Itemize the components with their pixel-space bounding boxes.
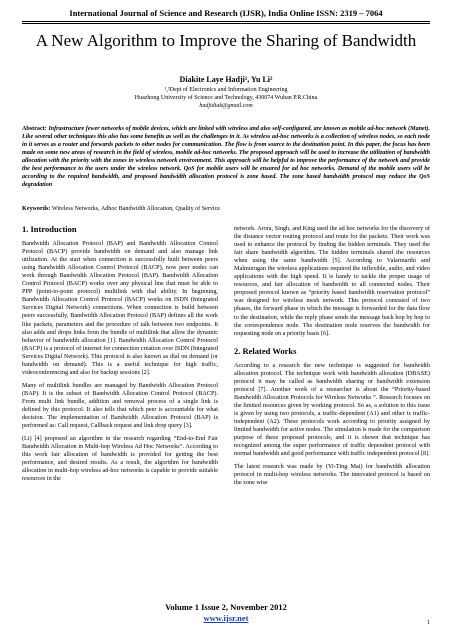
author-email: hadjidiak@gmail.com — [199, 103, 253, 109]
introduction-continued-paragraph: network. Arora, Singh, and King used the ad hoc networks for the discovery of the distance vector routing protocol and route for the packets. Their work was used to enhance the protocol by finding the hidden terminals. They used the fair share bandwidth algorithm. The hidden terminals shared the resources when using the same bandwidth [5]. According to Valarmarthi and Malmurugan the wireless applications required the inflexible, audio, and video applications with the high speed. It is handy to tackle the proper usage of resources, and fair allocation of bandwidth to all connected nodes. Their proposed protocol known as “priority based bandwidth reservation protocol” was designed for wireless mesh network. This protocol consisted of two phases, the forward phase in which the message is forwarded for the data flow to the destination, while the reply phase sends the message back hop by hop to the correspondence node. The destination node reserves the bandwidth for requesting node on a priority basis [6]. — [234, 225, 430, 337]
page-number: 1 — [427, 620, 430, 626]
keywords-text: Wireless Networks, Adhoc Bandwidth Allocation, Quality of Service — [51, 206, 221, 212]
introduction-paragraph-3: (Li) [4] proposed an algorithm in the research regarding “End-to-End Fair Bandwidth Allocation in Multi-hop Wireless Ad Hoc Networks”. According to this work fair allocation of bandwidth is provided for getting the best performance, and desired results. As a result, the algorithm for bandwidth allocation in multi-hop wireless ad-hoc networks is capable to provide suitable resources in the — [22, 435, 218, 483]
right-column — [234, 225, 430, 492]
volume-issue: Volume 1 Issue 2, November 2012 — [165, 602, 287, 612]
introduction-paragraph-2: Many of multilink bundles are managed by Bandwidth Allocation Protocol (BAP). It is the subset of Bandwidth Allocation Control Protocol (BACP). From multi link bundle, addition and removal process of a single link is defined by this protocol. It also tells that which peer is accountable for what decision. The implementation of Bandwidth Allocation Protocol (BAP) is performed as: Call request, Callback request and link drop query [3]. — [22, 381, 218, 430]
affiliation-university: Huazhong University of Science and Technology, 430074 Wuhan P.R.China — [134, 95, 318, 101]
page-footer — [0, 602, 452, 624]
keywords-label: Keywords: — [22, 206, 51, 212]
abstract-text: Infrastructure fewer networks of mobile devices, which are linked with wireless and also self-configured, are known as mobile ad-hoc network (Manet). Like several other techniques this also has some benefits as well as the challenges in it. As wireless ad-hoc networks is a collection of wireless nodes, so each node in it serves as a router and forwards packets to other nodes for communication. The flow is from source to the destination point. In this paper, the focus has been made on some new areas of research in the field of wireless, mobile ad-hoc networks. The proposed approach will be used to increase the utilization of bandwidth allocation with the priority with the zones in wireless network environment. This approach will be helpful to improve the performance of the network and provide the best performance to the users under the wireless network. QoS for mobile users will be ensured for ad hoc networks. Demand of the mobile users will be according to the required bandwidth, and proposed bandwidth allocation protocol is zone based. The zone based bandwidth protocol may reduce the QoS degradation — [22, 126, 430, 188]
affiliation-department: ¹,²Dept of Electronics and Information Engineering — [164, 87, 288, 93]
journal-header: International Journal of Science and Research (IJSR), India Online ISSN: 2319 – 7064 — [69, 8, 383, 18]
header-rule-bottom — [22, 23, 430, 24]
related-works-heading: 2. Related Works — [234, 345, 297, 356]
introduction-heading: 1. Introduction — [22, 224, 77, 234]
keywords — [22, 205, 430, 213]
left-column — [22, 225, 218, 488]
related-works-paragraph-1: According to a research the new technique is suggested for bandwidth allocation protocol. The technique work with bandwidth allocation (DBASE) protocol it may be called as bandwidth sharing or bandwidth extension protocol [7]. Another work of a researcher is about the “Priority-based Bandwidth Allocation Protocols for Wireless Networks “. Research focuses on the limited resources given by working protocol. So as, a solution to this issue is given by using two protocols, a traffic-dependent (A1) and other is traffic-independent (A2). These protocols work according to priority assigned by limited bandwidth for active nodes. The simulation is made for the comparison purpose of these proposed protocols, and it is shown that technique has recognized among the super performance of traffic dependent protocol with normal bandwidth and good performance with traffic independent protocol [8]. — [234, 361, 430, 458]
abstract-label: Abstract: — [22, 126, 47, 132]
header-rule-top — [22, 21, 430, 22]
abstract — [22, 125, 430, 189]
paper-authors: Diakite Laye Hadji¹, Yu Li² — [179, 75, 273, 84]
journal-url-link[interactable]: www.ijsr.net — [203, 613, 249, 623]
paper-title: A New Algorithm to Improve the Sharing of Bandwidth — [35, 31, 417, 50]
introduction-paragraph-1: Bandwidth Allocation Protocol (BAP) and Bandwidth Allocation Control Protocol (BACP) provide bandwidth on demand and also manage link utilization. At the start when connection is successfully built between peers using Bandwidth Allocation Control Protocol (BACP), now peer nodes can work through Bandwidth Allocation Protocol (BAP). Bandwidth Allocation Control Protocol (BACP) works over any physical line that must be able to PPP (point-to-point protocol) multilink with dial ability. In beginning, Bandwidth Allocation Control Protocol (BACP) works on ISDN (Integrated Services Digital Network) connections. When connection is build between peers successfully, Bandwidth Allocation Protocol (BAP) defines all the work like packets, parameters and the procedure of talk between two endpoints. It also adds and drops links from the bundle of multilink that allow the dynamic behavior of bandwidth allocation [1]. Bandwidth Allocation Control Protocol (BACP) is a protocol of internet for connection creation over ISDN (Integrated Services Digital Network). This protocol is also known as dial on demand (or bandwidth on demand). This is a useful technique for high traffic, videoconferencing and also for backup sessions [2]. — [22, 240, 218, 376]
related-works-paragraph-2: The latest research was made by (Yi-Ting Mai) for bandwidth allocation protocol in multi-hop wireless networks. The innovated protocol is based on the zone wise — [234, 463, 430, 487]
